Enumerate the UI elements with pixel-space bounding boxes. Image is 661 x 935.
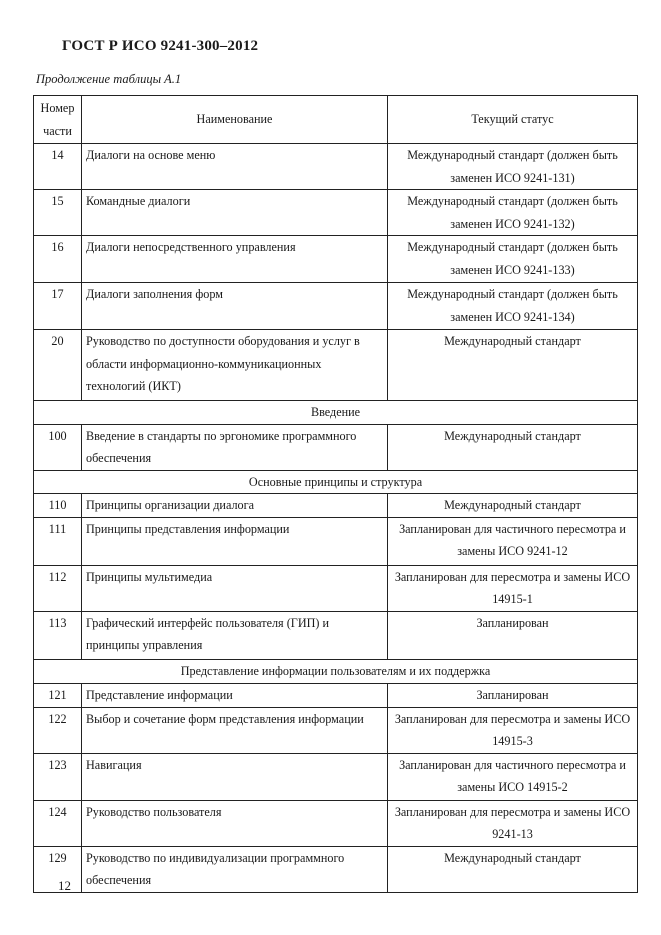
part-status: Международный стандарт	[388, 424, 638, 470]
section-heading: Введение	[34, 401, 638, 425]
table-row	[34, 753, 638, 800]
part-name: Принципы организации диалога	[82, 494, 388, 518]
part-status: Международный стандарт (должен быть заменен ИСО 9241-132)	[388, 190, 638, 236]
table-continuation-caption: Продолжение таблицы А.1	[36, 72, 182, 86]
table-row	[34, 330, 638, 401]
part-status: Запланирован для частичного пересмотра и замены ИСО 14915-2	[388, 753, 638, 800]
part-number: 112	[34, 565, 82, 611]
part-number: 122	[34, 707, 82, 753]
part-number: 16	[34, 236, 82, 283]
section-row	[34, 401, 638, 425]
column-header-number: Номер части	[34, 96, 82, 144]
part-number: 129	[34, 846, 82, 892]
part-name: Диалоги на основе меню	[82, 144, 388, 190]
part-number: 121	[34, 683, 82, 707]
part-name: Командные диалоги	[82, 190, 388, 236]
part-name: Навигация	[82, 753, 388, 800]
standards-table	[33, 95, 638, 893]
table-row	[34, 283, 638, 330]
part-number: 124	[34, 800, 82, 846]
table-row	[34, 565, 638, 611]
part-name: Графический интерфейс пользователя (ГИП) и принципы управления	[82, 611, 388, 659]
part-status: Международный стандарт (должен быть заменен ИСО 9241-131)	[388, 144, 638, 190]
part-number: 100	[34, 424, 82, 470]
part-status: Запланирован	[388, 683, 638, 707]
table-header-row	[34, 96, 638, 144]
part-status: Запланирован для пересмотра и замены ИСО 14915-1	[388, 565, 638, 611]
table-row	[34, 707, 638, 753]
table-row	[34, 144, 638, 190]
part-status: Запланирован для пересмотра и замены ИСО 9241-13	[388, 800, 638, 846]
part-number: 20	[34, 330, 82, 401]
part-status: Международный стандарт	[388, 494, 638, 518]
part-status: Международный стандарт (должен быть заменен ИСО 9241-134)	[388, 283, 638, 330]
part-number: 111	[34, 517, 82, 565]
part-status: Запланирован для частичного пересмотра и замены ИСО 9241-12	[388, 517, 638, 565]
table-row	[34, 800, 638, 846]
part-number: 110	[34, 494, 82, 518]
part-name: Руководство по индивидуализации программного обеспечения	[82, 846, 388, 892]
part-name: Руководство пользователя	[82, 800, 388, 846]
table-row	[34, 517, 638, 565]
part-status: Запланирован для пересмотра и замены ИСО 14915-3	[388, 707, 638, 753]
section-row	[34, 470, 638, 494]
part-number: 14	[34, 144, 82, 190]
table-row	[34, 190, 638, 236]
part-name: Представление информации	[82, 683, 388, 707]
part-status: Международный стандарт	[388, 846, 638, 892]
column-header-name: Наименование	[82, 96, 388, 144]
part-name: Руководство по доступности оборудования и услуг в области информационно-коммуникационных технологий (ИКТ)	[82, 330, 388, 401]
part-name: Диалоги заполнения форм	[82, 283, 388, 330]
part-status: Международный стандарт (должен быть заменен ИСО 9241-133)	[388, 236, 638, 283]
part-name: Принципы представления информации	[82, 517, 388, 565]
table-row	[34, 236, 638, 283]
part-name: Диалоги непосредственного управления	[82, 236, 388, 283]
document-header: ГОСТ Р ИСО 9241-300–2012	[62, 38, 259, 54]
part-number: 15	[34, 190, 82, 236]
section-heading: Основные принципы и структура	[34, 470, 638, 494]
part-number: 17	[34, 283, 82, 330]
table-row	[34, 424, 638, 470]
table-row	[34, 683, 638, 707]
table-row	[34, 494, 638, 518]
section-heading: Представление информации пользователям и их поддержка	[34, 659, 638, 683]
part-number: 123	[34, 753, 82, 800]
section-row	[34, 659, 638, 683]
part-status: Международный стандарт	[388, 330, 638, 401]
part-number: 113	[34, 611, 82, 659]
column-header-status: Текущий статус	[388, 96, 638, 144]
page-number: 12	[58, 878, 71, 893]
table-row	[34, 846, 638, 892]
part-name: Выбор и сочетание форм представления информации	[82, 707, 388, 753]
part-name: Принципы мультимедиа	[82, 565, 388, 611]
table-row	[34, 611, 638, 659]
part-name: Введение в стандарты по эргономике программного обеспечения	[82, 424, 388, 470]
part-status: Запланирован	[388, 611, 638, 659]
